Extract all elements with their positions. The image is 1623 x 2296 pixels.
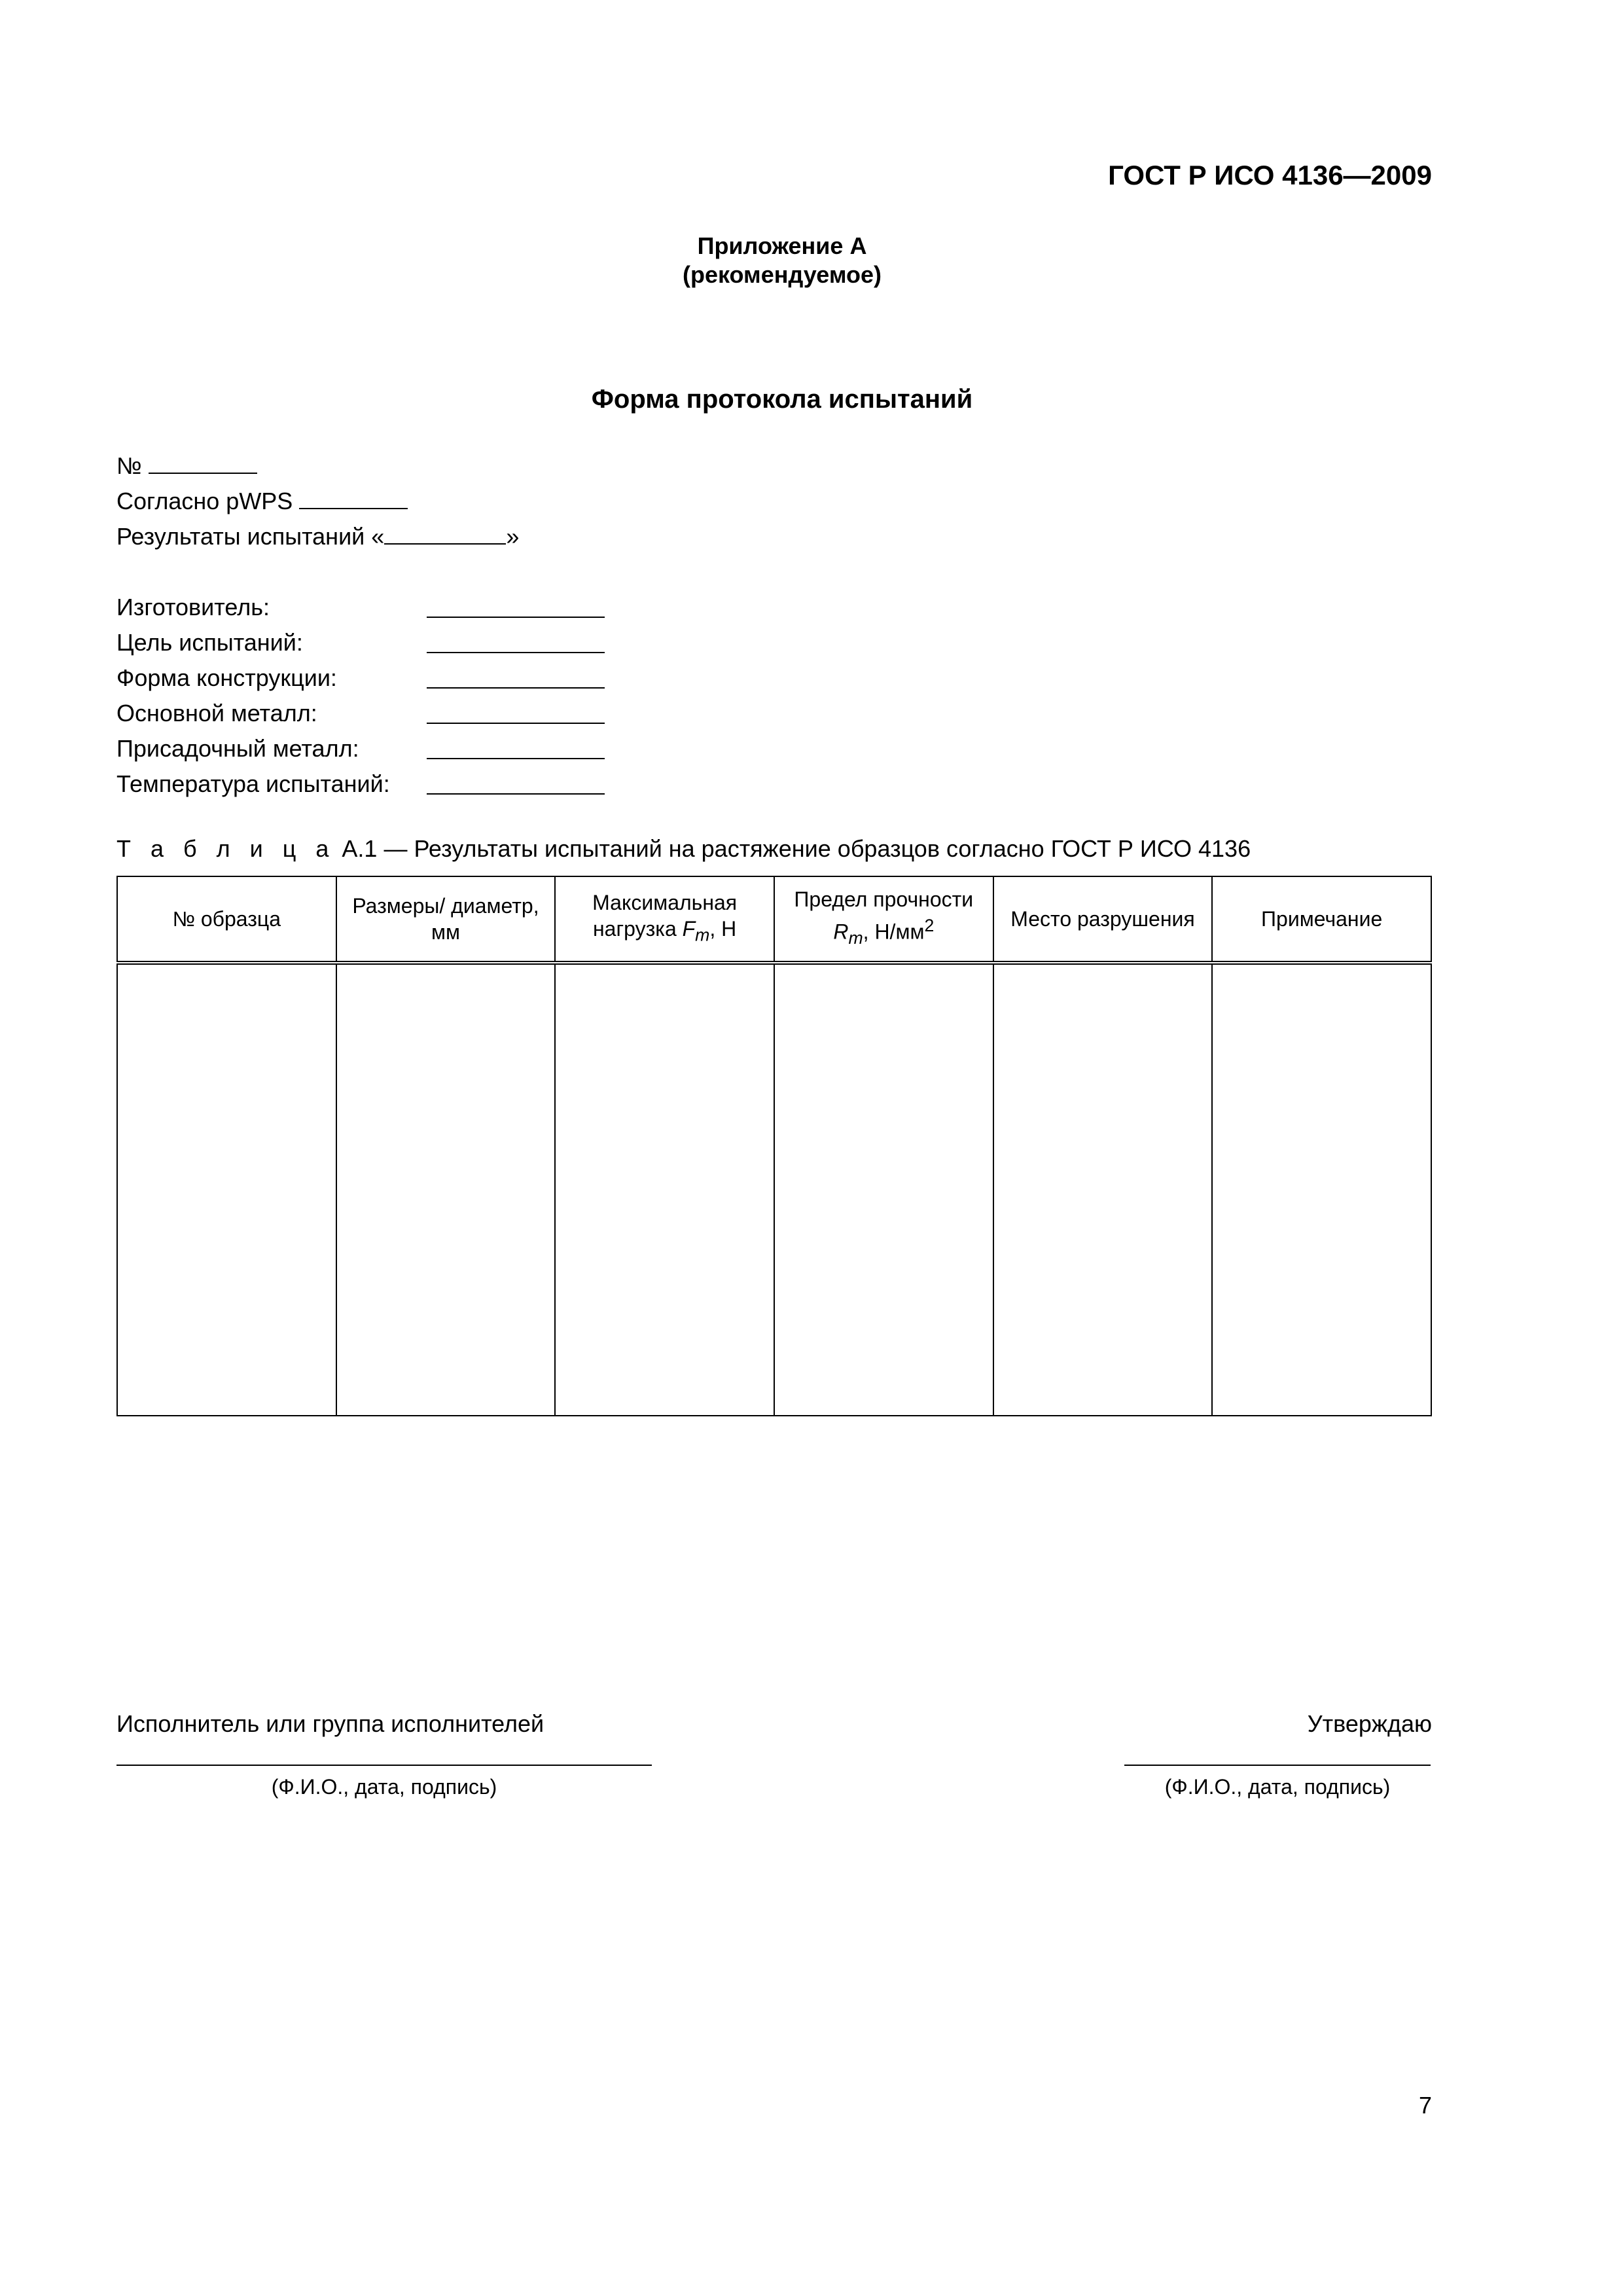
col-header-tensile-strength bbox=[774, 876, 993, 963]
col-header-max-load bbox=[555, 876, 774, 963]
col-header-tensile-strength-superscript: 2 bbox=[924, 916, 935, 936]
table-caption-prefix: Т а б л и ц а bbox=[116, 835, 336, 862]
field-blank-filler-metal[interactable] bbox=[427, 758, 605, 759]
annex-status: (рекомендуемое) bbox=[683, 261, 882, 288]
pwps-line bbox=[116, 487, 408, 516]
table-caption bbox=[116, 835, 1251, 863]
results-table bbox=[116, 876, 1432, 1416]
col-header-dimensions-line1: Размеры/ диаметр, bbox=[352, 894, 539, 918]
col-header-fracture-location-label: Место разрушения bbox=[1010, 907, 1195, 931]
annex-title: Приложение А bbox=[697, 232, 867, 259]
col-header-max-load-line1: Максимальная bbox=[592, 891, 738, 915]
cell-fracture-location[interactable] bbox=[993, 963, 1213, 1416]
results-line bbox=[116, 522, 519, 551]
col-header-dimensions-line2: мм bbox=[431, 920, 460, 944]
cell-specimen-number[interactable] bbox=[117, 963, 336, 1416]
col-header-specimen-number-label: № образца bbox=[172, 907, 281, 931]
field-blank-test-temperature[interactable] bbox=[427, 793, 605, 795]
pwps-blank[interactable] bbox=[299, 487, 408, 509]
field-label-test-temperature: Температура испытаний: bbox=[116, 770, 390, 797]
field-blank-purpose[interactable] bbox=[427, 652, 605, 653]
col-header-remark-label: Примечание bbox=[1261, 907, 1383, 931]
cell-remark[interactable] bbox=[1212, 963, 1431, 1416]
report-number-blank[interactable] bbox=[149, 452, 257, 474]
col-header-specimen-number bbox=[117, 876, 336, 963]
pwps-label: Согласно pWPS bbox=[116, 488, 293, 514]
report-number-line bbox=[116, 452, 257, 480]
executor-signature-line[interactable] bbox=[116, 1765, 652, 1766]
field-label-purpose: Цель испытаний: bbox=[116, 629, 303, 656]
approver-signature-note: (Ф.И.О., дата, подпись) bbox=[1164, 1775, 1391, 1799]
executor-title: Исполнитель или группа исполнителей bbox=[116, 1710, 544, 1737]
cell-tensile-strength[interactable] bbox=[774, 963, 993, 1416]
col-header-tensile-strength-symbol: R bbox=[833, 920, 849, 944]
col-header-remark bbox=[1212, 876, 1431, 963]
col-header-max-load-symbol: F bbox=[682, 917, 696, 941]
cell-max-load[interactable] bbox=[555, 963, 774, 1416]
field-label-design: Форма конструкции: bbox=[116, 664, 337, 691]
col-header-tensile-strength-unit: , Н/мм bbox=[863, 920, 925, 944]
field-label-manufacturer: Изготовитель: bbox=[116, 594, 270, 620]
field-blank-manufacturer[interactable] bbox=[427, 617, 605, 618]
cell-dimensions[interactable] bbox=[336, 963, 556, 1416]
page-number: 7 bbox=[1418, 2092, 1432, 2119]
col-header-max-load-unit: , Н bbox=[709, 917, 737, 941]
col-header-dimensions bbox=[336, 876, 556, 963]
table-caption-text: А.1 — Результаты испытаний на растяжение образцов согласно ГОСТ Р ИСО 4136 bbox=[342, 835, 1251, 862]
results-blank[interactable] bbox=[384, 522, 506, 545]
results-close-quote: » bbox=[506, 523, 520, 550]
col-header-max-load-subscript: m bbox=[695, 925, 710, 945]
field-blank-design[interactable] bbox=[427, 687, 605, 689]
col-header-tensile-strength-line1: Предел прочности bbox=[794, 888, 974, 912]
col-header-fracture-location bbox=[993, 876, 1213, 963]
approver-title: Утверждаю bbox=[1307, 1710, 1432, 1737]
document-code: ГОСТ Р ИСО 4136—2009 bbox=[1108, 160, 1432, 190]
report-number-label: № bbox=[116, 452, 142, 479]
approver-signature-line[interactable] bbox=[1124, 1765, 1431, 1766]
col-header-tensile-strength-subscript: m bbox=[848, 928, 863, 948]
results-label: Результаты испытаний « bbox=[116, 523, 385, 550]
table-header-row bbox=[117, 876, 1431, 963]
form-title: Форма протокола испытаний bbox=[591, 385, 973, 414]
field-label-base-metal: Основной металл: bbox=[116, 700, 317, 726]
field-label-filler-metal: Присадочный металл: bbox=[116, 735, 359, 762]
table-row bbox=[117, 963, 1431, 1416]
executor-signature-note: (Ф.И.О., дата, подпись) bbox=[271, 1775, 497, 1799]
col-header-max-load-prefix: нагрузка bbox=[592, 917, 683, 941]
field-blank-base-metal[interactable] bbox=[427, 723, 605, 724]
